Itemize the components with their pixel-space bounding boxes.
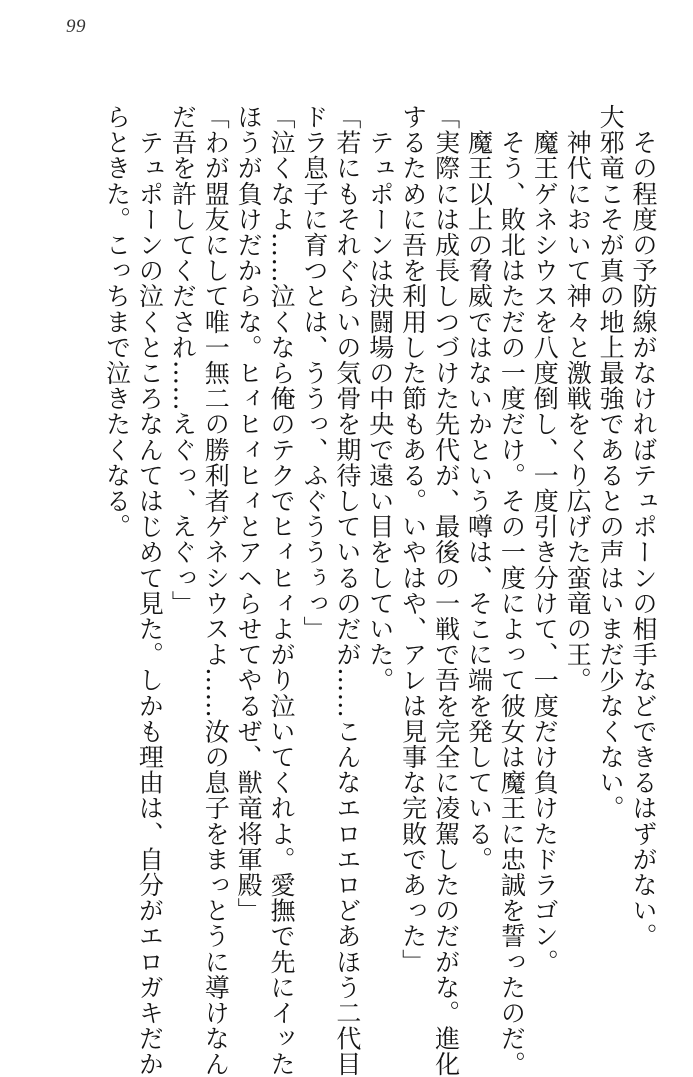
text-column: ドラ息子に育つとは、ううっ、ふぐううぅっ」	[299, 104, 329, 642]
body-text	[100, 104, 659, 1077]
text-column: するために吾を利用した節もある。いやはや、アレは見事な完敗であった」	[398, 104, 428, 975]
text-column: らときた。こっちまで泣きたくなる。	[102, 104, 132, 540]
text-column: テュポーンの泣くところなんてはじめて見た。しかも理由は、自分がエロガキだか	[135, 104, 165, 1077]
text-column: ほうが負けだからな。ヒィヒィヒィとアヘらせてやるぜ、獣竜将軍殿」	[234, 104, 264, 924]
text-column: 神代において神々と激戦をくり広げた蛮竜の王。	[563, 104, 593, 693]
text-column: 「わが盟友にして唯一無二の勝利者ゲネシウスよ……汝の息子をまっとうに導けなん	[201, 104, 231, 1077]
text-column: 魔王ゲネシウスを八度倒し、一度引き分けて、一度だけ負けたドラゴン。	[530, 104, 560, 975]
page-number: 99	[66, 16, 86, 37]
text-column: だ吾を許してくだされ……えぐっ、えぐっ」	[168, 104, 198, 616]
text-column: その程度の予防線がなければテュポーンの相手などできるはずがない。	[629, 104, 658, 949]
text-column: 「泣くなよ……泣くなら俺のテクでヒィヒィよがり泣いてくれよ。愛撫で先にイッた	[267, 104, 297, 1077]
text-column: 大邪竜こそが真の地上最強であるとの声はいまだ少なくない。	[596, 104, 626, 821]
text-column: 「若にもそれぐらいの気骨を期待しているのだが……こんなエロエロどあほう二代目	[332, 104, 362, 1077]
text-column: 「実際には成長しつづけた先代が、最後の一戦で吾を完全に凌駕したのだがな。進化	[431, 104, 461, 1077]
text-column: テュポーンは決闘場の中央で遠い目をしていた。	[365, 104, 395, 693]
text-column: 魔王以上の脅威ではないかという噂は、そこに端を発している。	[464, 104, 494, 872]
text-column: そう、敗北はただの一度だけ。その一度によって彼女は魔王に忠誠を誓ったのだ。	[497, 104, 527, 1077]
